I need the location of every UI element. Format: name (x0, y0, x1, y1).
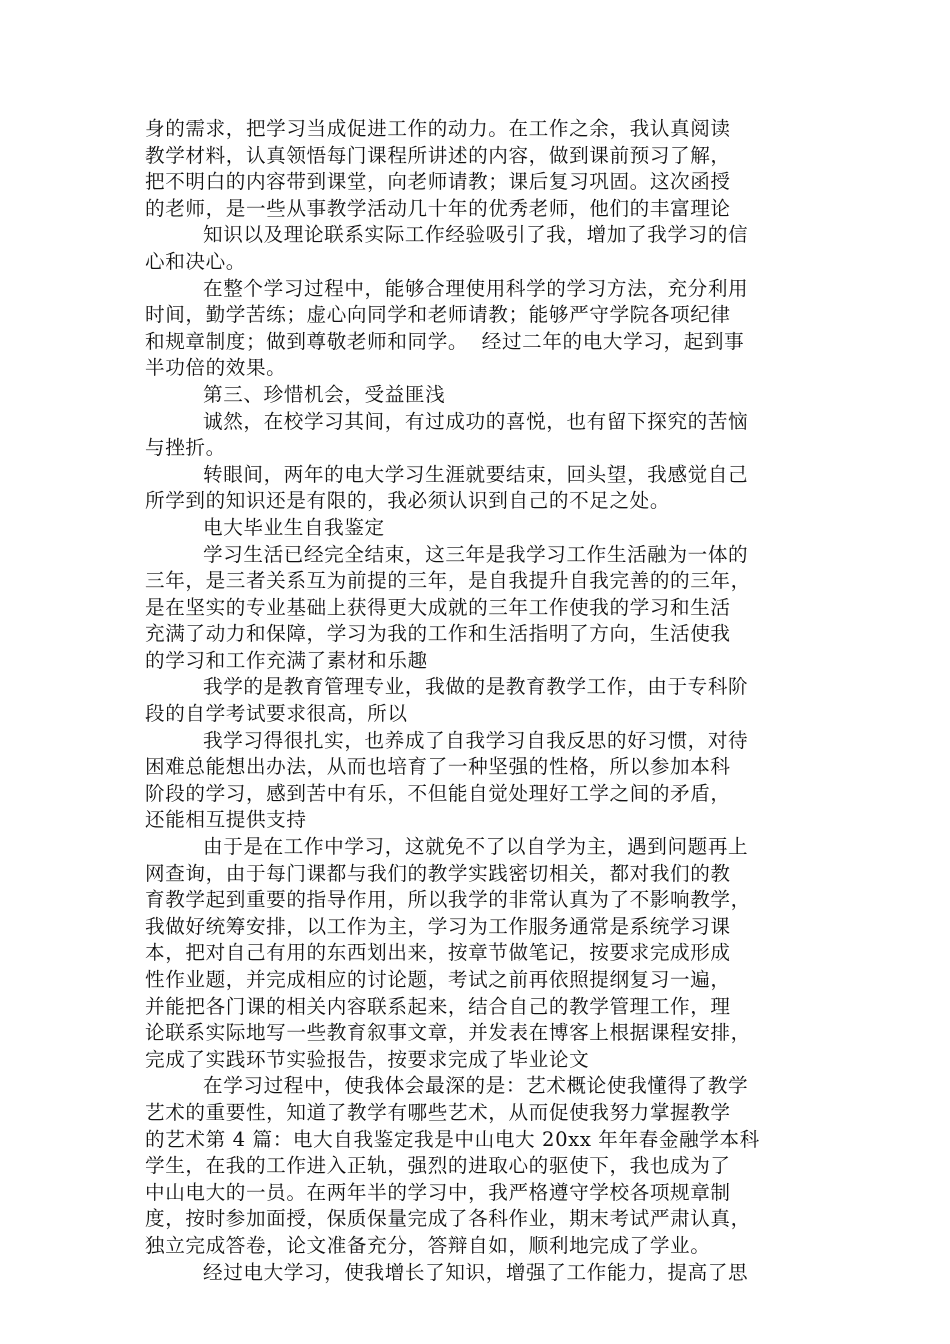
text-line: 与挫折。 (145, 436, 226, 460)
text-line: 半功倍的效果。 (145, 356, 287, 380)
paragraph-start-line: 转眼间，两年的电大学习生涯就要结束，回头望，我感觉自己 (203, 462, 749, 486)
text-line: 性作业题，并完成相应的讨论题，考试之前再依照提纲复习一遍， (145, 968, 731, 991)
text-line: 和规章制度；做到尊敬老师和同学。 经过二年的电大学习，起到事 (145, 329, 745, 353)
text-line: 是在坚实的专业基础上获得更大成就的三年工作使我的学习和生活 (145, 595, 731, 619)
paragraph-start-line: 第三、珍惜机会，受益匪浅 (203, 382, 446, 406)
text-line: 我做好统筹安排，以工作为主，学习为工作服务通常是系统学习课 (145, 914, 731, 938)
paragraph-start-line: 在学习过程中，使我体会最深的是：艺术概论使我懂得了教学 (203, 1074, 749, 1098)
text-line: 困难总能想出办法，从而也培育了一种坚强的性格，所以参加本科 (145, 755, 731, 779)
document-body (145, 116, 809, 1286)
text-line: 身的需求，把学习当成促进工作的动力。在工作之余，我认真阅读 (145, 117, 731, 140)
text-line: 的艺术第 4 篇：电大自我鉴定我是中山电大 20xx 年年春金融学本科 (145, 1127, 760, 1151)
paragraph-start-line: 我学的是教育管理专业，我做的是教育教学工作，由于专科阶 (203, 675, 749, 699)
paragraph-start-line: 由于是在工作中学习，这就免不了以自学为主，遇到问题再上 (203, 835, 749, 859)
text-line: 教学材料，认真领悟每门课程所讲述的内容，做到课前预习了解， (145, 143, 731, 167)
text-line: 三年，是三者关系互为前提的三年，是自我提升自我完善的的三年， (145, 569, 751, 593)
paragraph-start-line: 在整个学习过程中，能够合理使用科学的学习方法，充分利用 (203, 276, 749, 300)
text-line: 所学到的知识还是有限的，我必须认识到自己的不足之处。 (145, 489, 671, 513)
text-line: 的学习和工作充满了素材和乐趣 (145, 648, 428, 672)
text-line: 阶段的学习，感到苦中有乐，不但能自觉处理好工学之间的矛盾， (145, 781, 731, 805)
text-line: 度，按时参加面授，保质保量完成了各科作业，期末考试严肃认真， (145, 1207, 751, 1231)
paragraph-start-line: 我学习得很扎实，也养成了自我学习自我反思的好习惯，对待 (203, 728, 749, 752)
text-line: 充满了动力和保障，学习为我的工作和生活指明了方向，生活使我 (145, 622, 731, 646)
text-line: 的老师，是一些从事教学活动几十年的优秀老师，他们的丰富理论 (145, 196, 731, 220)
text-line: 段的自学考试要求很高，所以 (145, 702, 408, 726)
text-line: 中山电大的一员。在两年半的学习中，我严格遵守学校各项规章制 (145, 1180, 731, 1204)
text-line: 并能把各门课的相关内容联系起来，结合自己的教学管理工作，理 (145, 994, 731, 1018)
text-line: 本，把对自己有用的东西划出来，按章节做笔记，按要求完成形成 (145, 941, 731, 965)
text-line: 完成了实践环节实验报告，按要求完成了毕业论文 (145, 1047, 590, 1071)
text-line: 心和决心。 (145, 249, 246, 273)
text-line: 育教学起到重要的指导作用，所以我学的非常认真为了不影响教学， (145, 888, 751, 912)
text-line: 时间，勤学苦练；虚心向同学和老师请教；能够严守学院各项纪律 (145, 303, 731, 327)
paragraph-start-line: 经过电大学习，使我增长了知识，增强了工作能力，提高了思 (203, 1260, 749, 1284)
text-line: 学生，在我的工作进入正轨，强烈的进取心的驱使下，我也成为了 (145, 1154, 731, 1178)
paragraph-start-line: 学习生活已经完全结束，这三年是我学习工作生活融为一体的 (203, 542, 749, 566)
paragraph-start-line: 诚然，在校学习其间，有过成功的喜悦，也有留下探究的苦恼 (203, 409, 749, 433)
text-line: 网查询，由于每门课都与我们的教学实践密切相关，都对我们的教 (145, 861, 731, 885)
text-line: 论联系实际地写一些教育叙事文章，并发表在博客上根据课程安排， (145, 1021, 751, 1045)
text-line: 独立完成答卷，论文准备充分，答辩自如，顺利地完成了学业。 (145, 1233, 711, 1257)
text-line: 艺术的重要性，知道了教学有哪些艺术，从而促使我努力掌握教学 (145, 1100, 731, 1124)
text-line: 还能相互提供支持 (145, 808, 307, 832)
paragraph-start-line: 电大毕业生自我鉴定 (203, 515, 385, 539)
paragraph-start-line: 知识以及理论联系实际工作经验吸引了我，增加了我学习的信 (203, 223, 749, 247)
text-line: 把不明白的内容带到课堂，向老师请教；课后复习巩固。这次函授 (145, 170, 731, 194)
